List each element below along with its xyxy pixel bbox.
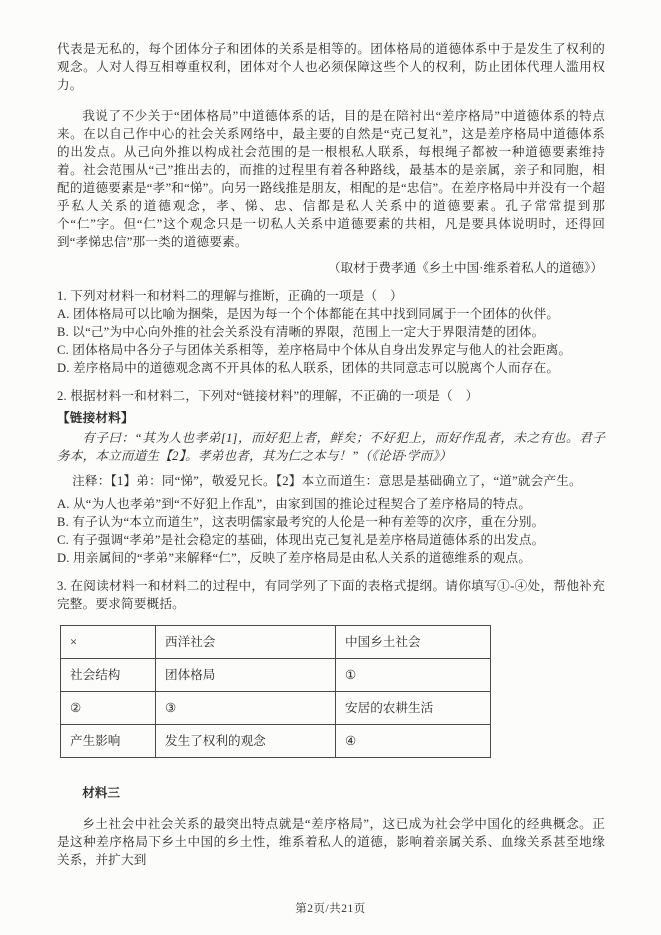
question1-option-a: A. 团体格局可以比喻为捆柴，是因为每一个个体都能在其中找到同属于一个团体的伙伴。 bbox=[57, 307, 560, 321]
question1-stem: 1. 下列对材料一和材料二的理解与推断，正确的一项是（ ） bbox=[57, 289, 403, 303]
table-row bbox=[61, 692, 491, 725]
table-cell: 社会结构 bbox=[61, 659, 156, 692]
table-cell: ① bbox=[336, 659, 491, 692]
question3-stem: 3. 在阅读材料一和材料二的过程中，有同学列了下面的表格式提纲。请你填写①-④处，帮他补充完整。要求简要概括。 bbox=[57, 579, 605, 611]
table-cell: ③ bbox=[156, 692, 336, 725]
table-cell: 安居的农耕生活 bbox=[336, 692, 491, 725]
link-material-label: 【链接材料】 bbox=[57, 411, 134, 425]
paragraph-main: 我说了不少关于“团体格局”中道德体系的话，目的是在陪衬出“差序格局”中道德体系的特点来。在以自己作中心的社会关系网络中，最主要的自然是“克己复礼”，这是差序格局中道德体系的出发点。从己向外推以构成社会范围的是一根根私人联系，每根绳子都被一种道德要素维持着。社会范围从“己”推出去的，而推的过程里有着各种路线，最基本的是亲属，亲子和同胞，相配的道德要素是“孝”和“悌”。向另一路线推是朋友，相配的是“忠信”。在差序格局中并没有一个超乎私人关系的道德观念，孝、悌、忠、信都是私人关系中的道德要素。孔子常常提到那个“仁”字。但“仁”这个观念只是一切私人关系中道德要素的共相，凡是要具体说明时，还得回到“孝悌忠信”那一类的道德要素。 bbox=[57, 109, 605, 249]
table-row bbox=[61, 659, 491, 692]
question2-option-c: C. 有子强调“孝弟”是社会稳定的基础，体现出克己复礼是差序格局道德体系的出发点。 bbox=[57, 533, 545, 547]
table-cell: 发生了权利的观念 bbox=[156, 725, 336, 758]
table-cell: × bbox=[61, 626, 156, 659]
material3-paragraph: 乡土社会中社会关系的最突出特点就是“差序格局”，这已成为社会学中国化的经典概念。正是这种差序格局下乡土中国的乡土性，维系着私人的道德，影响着亲属关系、血缘关系甚至地缘关系，并扩大到 bbox=[57, 817, 605, 867]
table-cell: 西洋社会 bbox=[156, 626, 336, 659]
question1-option-c: C. 团体格局中各分子与团体关系相等，差序格局中个体从自身出发界定与他人的社会距离。 bbox=[57, 343, 572, 357]
paragraph-continuation: 代表是无私的，每个团体分子和团体的关系是相等的。团体格局的道德体系中于是发生了权利的观念。人对人得互相尊重权利，团体对个人也必须保障这些个人的权利，防止团体代理人滥用权力。 bbox=[57, 42, 605, 92]
table-cell: 团体格局 bbox=[156, 659, 336, 692]
table-cell: ④ bbox=[336, 725, 491, 758]
material3-heading: 材料三 bbox=[82, 786, 120, 800]
table-row bbox=[61, 725, 491, 758]
link-material-quote: 有子曰：“其为人也孝弟[1]，而好犯上者，鲜矣；不好犯上，而好作乱者，未之有也。君子务本，本立而道生【2】。孝弟也者，其为仁之本与！”（《论语·学而》） bbox=[57, 431, 605, 463]
source-attribution: （取材于费孝通《乡土中国·维系着私人的道德》） bbox=[328, 261, 603, 275]
table-cell: ② bbox=[61, 692, 156, 725]
link-material-note: 注释：【1】弟：同“悌”，敬爱兄长。【2】本立而道生：意思是基础确立了，“道”就会产生。 bbox=[72, 474, 582, 488]
question2-stem: 2. 根据材料一和材料二，下列对“链接材料”的理解，不正确的一项是（ ） bbox=[57, 389, 479, 403]
question1-option-b: B. 以“己”为中心向外推的社会关系没有清晰的界限，范围上一定大于界限清楚的团体。 bbox=[57, 325, 545, 339]
table-cell: 中国乡土社会 bbox=[336, 626, 491, 659]
question1-option-d: D. 差序格局中的道德观念离不开具体的私人联系，团体的共同意志可以脱离个人而存在。 bbox=[57, 361, 560, 375]
question2-option-a: A. 从“为人也孝弟”到“不好犯上作乱”，由家到国的推论过程契合了差序格局的特点。 bbox=[57, 497, 532, 511]
question3-outline-table bbox=[60, 625, 491, 758]
question2-option-d: D. 用亲属间的“孝弟”来解释“仁”，反映了差序格局是由私人关系的道德维系的观点。 bbox=[57, 551, 532, 565]
table-row bbox=[61, 626, 491, 659]
page-number: 第2页/共21页 bbox=[295, 903, 366, 915]
question2-option-b: B. 有子认为“本立而道生”，这表明儒家最考究的人伦是一种有差等的次序，重在分别。 bbox=[57, 515, 545, 529]
table-cell: 产生影响 bbox=[61, 725, 156, 758]
